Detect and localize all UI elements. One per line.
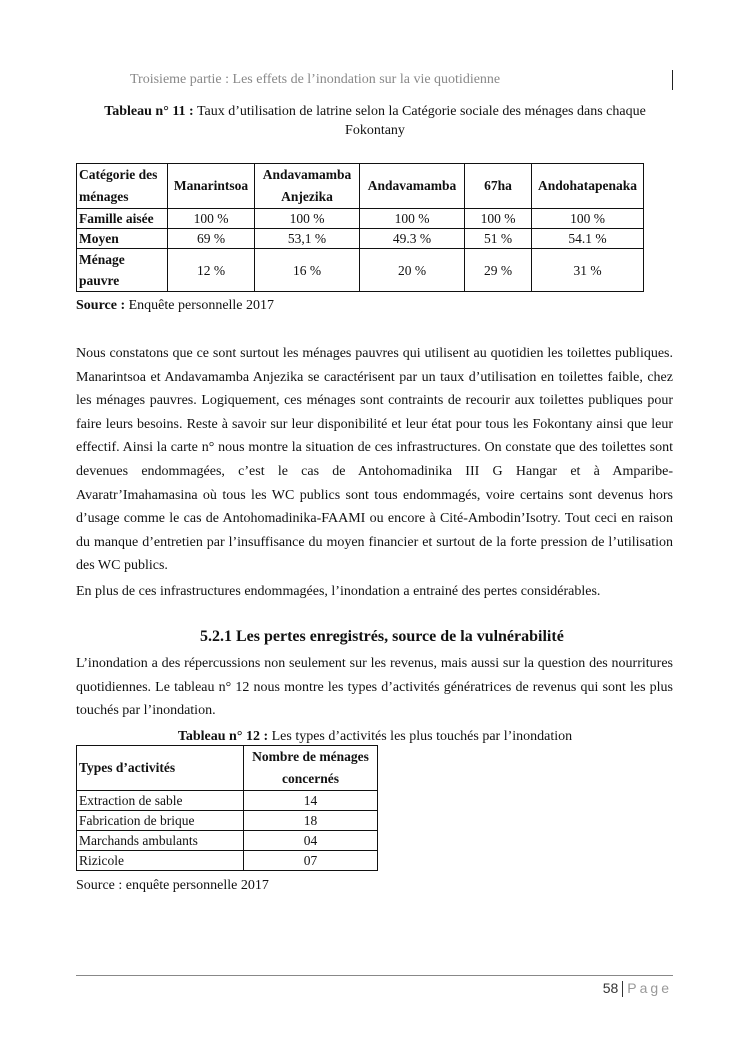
body-paragraph: En plus de ces infrastructures endommagées, l’inondation a entrainé des pertes considérables.	[76, 584, 601, 599]
table-cell: 100 %	[532, 209, 644, 229]
table-cell: 04	[244, 831, 378, 851]
table-cell: 12 %	[168, 249, 255, 292]
col-header: Manarintsoa	[168, 164, 255, 209]
table1-caption	[80, 102, 670, 140]
table2-caption	[80, 727, 670, 746]
table-row	[77, 811, 378, 831]
table-row	[77, 229, 644, 249]
row-header: Famille aisée	[77, 209, 168, 229]
table2-source: Source : enquête personnelle 2017	[76, 878, 269, 893]
page-footer	[603, 980, 672, 997]
row-header: Moyen	[77, 229, 168, 249]
source-label: Source :	[76, 298, 126, 313]
latrine-usage-table	[76, 163, 644, 292]
table-cell: 100 %	[168, 209, 255, 229]
table1-caption-label: Tableau n° 11 :	[104, 104, 194, 119]
table1-source	[76, 298, 274, 314]
table-row	[77, 851, 378, 871]
table-cell: 16 %	[255, 249, 360, 292]
table-cell: 20 %	[360, 249, 465, 292]
table-cell: 31 %	[532, 249, 644, 292]
table-cell: 100 %	[360, 209, 465, 229]
running-header: Troisieme partie : Les effets de l’inondation sur la vie quotidienne	[130, 72, 501, 87]
table-cell: Fabrication de brique	[77, 811, 244, 831]
table-cell: 53,1 %	[255, 229, 360, 249]
table2-caption-label: Tableau n° 12 :	[177, 729, 269, 744]
table-cell: Marchands ambulants	[77, 831, 244, 851]
col-header: Catégorie des ménages	[77, 164, 168, 209]
table-row	[77, 791, 378, 811]
body-paragraph: L’inondation a des répercussions non seulement sur les revenus, mais aussi sur la question des nourritures quotidiennes. Le tableau n° 12 nous montre les types d’activités génératrices de revenus qui sont les plus touchés par l’inondation.	[76, 656, 673, 719]
page-label: Page	[627, 980, 672, 996]
section-heading: 5.2.1 Les pertes enregistrés, source de la vulnérabilité	[200, 628, 564, 645]
table-cell: 100 %	[465, 209, 532, 229]
table-row	[77, 249, 644, 292]
table2-caption-text: Les types d’activités les plus touchés par l’inondation	[271, 729, 573, 744]
footer-divider	[76, 975, 673, 976]
table-header-row	[77, 746, 378, 791]
col-header: Andavamamba	[360, 164, 465, 209]
table-row	[77, 209, 644, 229]
source-text: Enquête personnelle 2017	[128, 298, 275, 313]
row-header: Ménage pauvre	[77, 249, 168, 292]
table-cell: Extraction de sable	[77, 791, 244, 811]
table-cell: Rizicole	[77, 851, 244, 871]
col-header: 67ha	[465, 164, 532, 209]
col-header: Nombre de ménages concernés	[244, 746, 378, 791]
table-cell: 69 %	[168, 229, 255, 249]
table-header-row	[77, 164, 644, 209]
col-header: Andavamamba Anjezika	[255, 164, 360, 209]
footer-separator	[622, 981, 623, 997]
table1-caption-text: Taux d’utilisation de latrine selon la Catégorie sociale des ménages dans chaque Fokontany	[196, 104, 646, 138]
table-cell: 14	[244, 791, 378, 811]
table-cell: 54.1 %	[532, 229, 644, 249]
table-cell: 29 %	[465, 249, 532, 292]
table-cell: 100 %	[255, 209, 360, 229]
activities-table	[76, 745, 378, 871]
table-row	[77, 831, 378, 851]
table-cell: 49.3 %	[360, 229, 465, 249]
table-cell: 07	[244, 851, 378, 871]
table-cell: 51 %	[465, 229, 532, 249]
col-header: Andohatapenaka	[532, 164, 644, 209]
col-header: Types d’activités	[77, 746, 244, 791]
page-number: 58	[602, 980, 619, 996]
header-divider	[672, 70, 673, 90]
table-cell: 18	[244, 811, 378, 831]
body-paragraph: Nous constatons que ce sont surtout les ménages pauvres qui utilisent au quotidien les toilettes publiques. Manarintsoa et Andavamamba Anjezika se caractérisent par un taux d’utilisation en toilettes faible, chez les ménages pauvres. Logiquement, ces ménages sont contraints de recourir aux toilettes publiques pour faire leurs besoins. Reste à savoir sur leur disponibilité et leur état pour tous les Fokontany ainsi que leur effectif. Ainsi la carte n° nous montre la situation de ces infrastructures. On constate que des toilettes sont devenues endommagées, c’est le cas de Antohomadinika III G Hangar et à Amparibe-Avaratr’Imahamasina où tous les WC publics sont tous endommagés, voire certains sont devenus hors d’usage comme le cas de Antohomadinika-FAAMI ou encore à Cité-Ambodin’Isotry. Tout ceci en raison du manque d’entretien par l’insuffisance du moyen financier et surtout de la forte pression de l’utilisation des WC publics.	[76, 346, 673, 574]
